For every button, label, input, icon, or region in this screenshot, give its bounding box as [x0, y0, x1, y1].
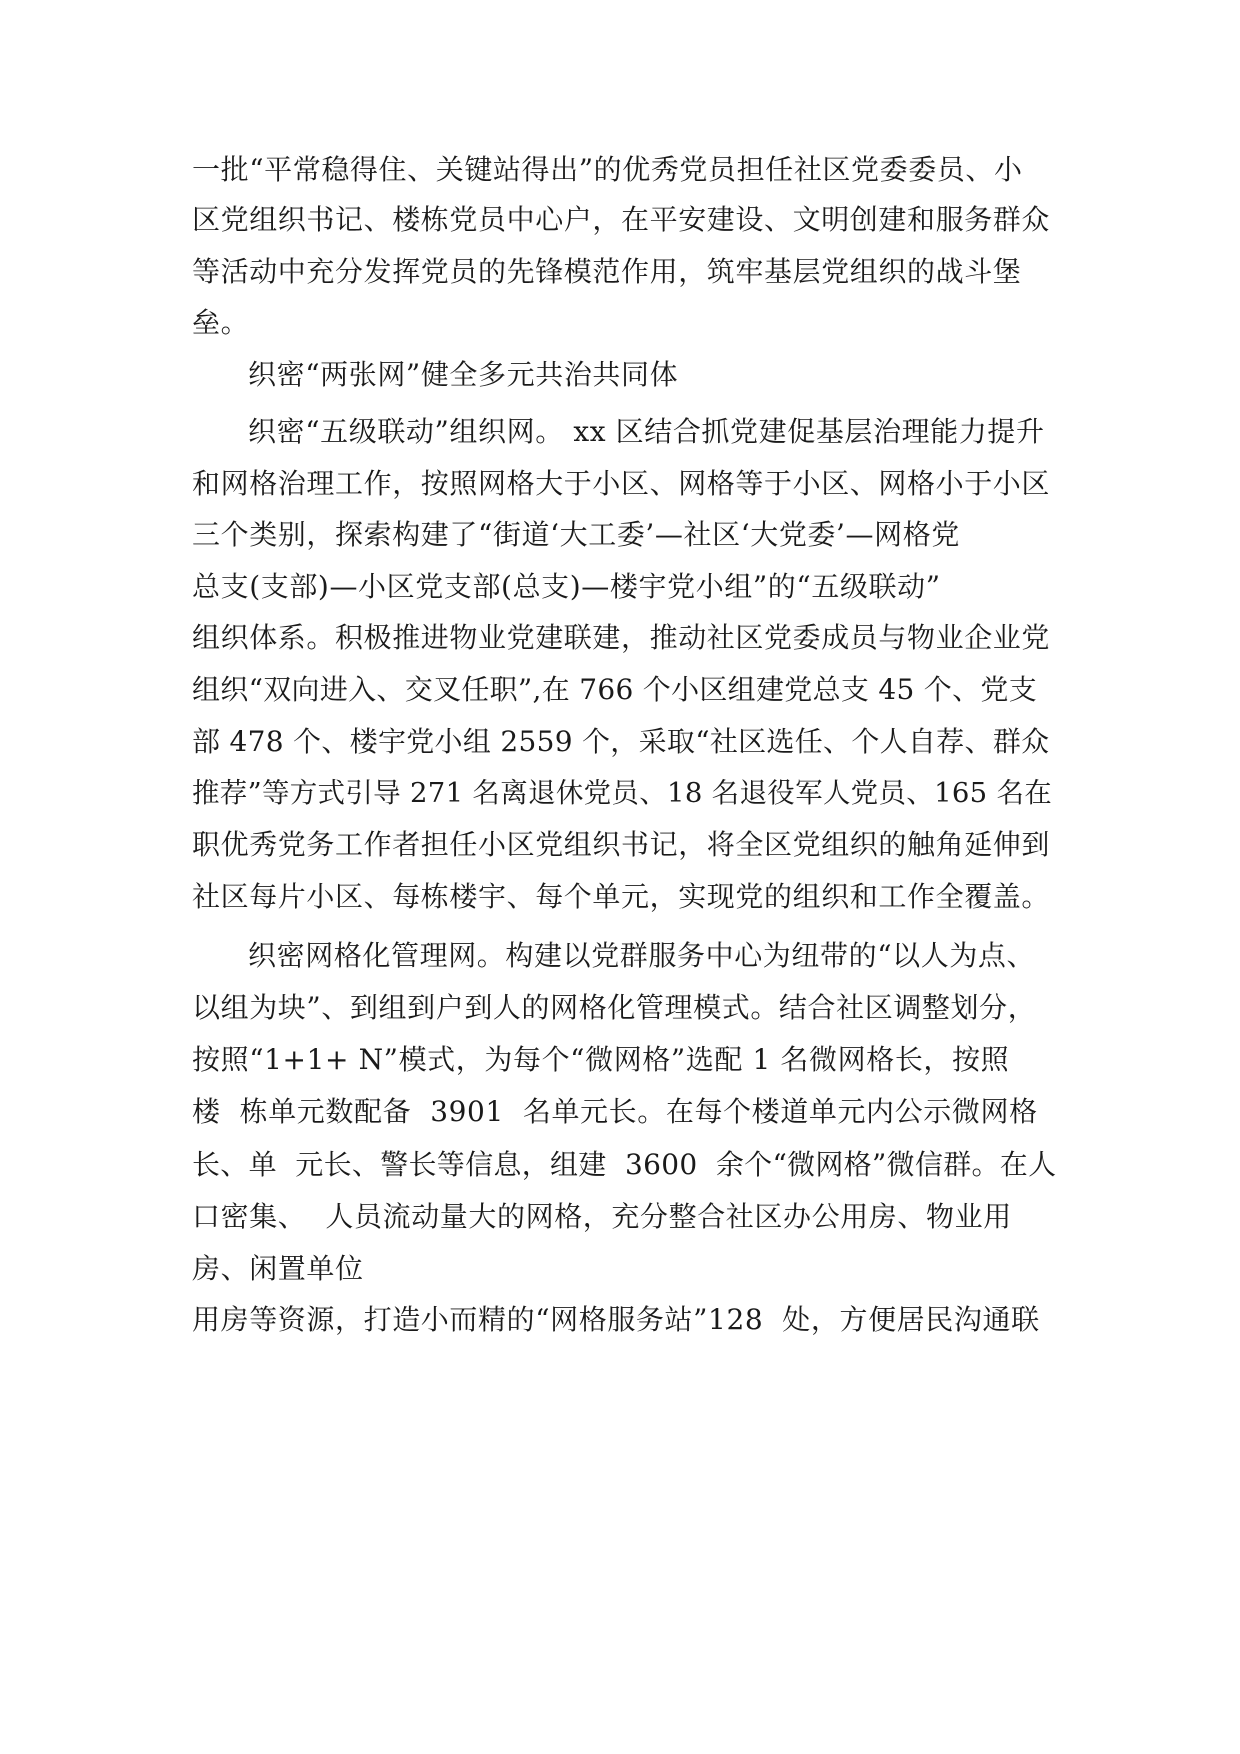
paragraph-line: 和网格治理工作，按照网格大于小区、网格等于小区、网格小于小区 — [192, 467, 1051, 500]
paragraph-line: 职优秀党务工作者担任小区党组织书记，将全区党组织的触角延伸到 — [192, 828, 1051, 861]
paragraph-line: 区党组织书记、楼栋党员中心户，在平安建设、文明创建和服务群众 — [192, 203, 1051, 236]
paragraph-line: 楼 栋单元数配备 3901 名单元长。在每个楼道单元内公示微网格 — [192, 1095, 1038, 1128]
paragraph-line: 社区每片小区、每栋楼宇、每个单元，实现党的组织和工作全覆盖。 — [192, 880, 1051, 913]
paragraph-line: 房、闲置单位 — [192, 1252, 364, 1285]
paragraph-line: 按照“1+1+ N”模式，为每个“微网格”选配 1 名微网格长，按照 — [192, 1043, 1010, 1076]
paragraph-line: 总支(支部)—小区党支部(总支)—楼宇党小组”的“五级联动” — [192, 570, 941, 603]
paragraph-line: 三个类别，探索构建了“街道‘大工委’—社区‘大党委’—网格党 — [192, 518, 960, 551]
paragraph-line: 一批“平常稳得住、关键站得出”的优秀党员担任社区党委委员、小 — [192, 153, 1023, 186]
paragraph-line: 推荐”等方式引导 271 名离退休党员、18 名退役军人党员、165 名在 — [192, 777, 1053, 809]
paragraph-line: 组织体系。积极推进物业党建联建，推动社区党委成员与物业企业党 — [192, 621, 1051, 654]
paragraph-line: 口密集、 人员流动量大的网格，充分整合社区办公用房、物业用 — [192, 1200, 1012, 1233]
paragraph-line: 长、单 元长、警长等信息，组建 3600 余个“微网格”微信群。在人 — [192, 1148, 1057, 1181]
section-heading: 织密“两张网”健全多元共治共同体 — [248, 358, 679, 391]
paragraph-line: 织密“五级联动”组织网。 xx 区结合抓党建促基层治理能力提升 — [248, 415, 1045, 448]
paragraph-line: 部 478 个、楼宇党小组 2559 个，采取“社区选任、个人自荐、群众 — [192, 725, 1050, 758]
paragraph-line: 以组为块”、到组到户到人的网格化管理模式。结合社区调整划分， — [192, 991, 1037, 1024]
paragraph-line: 用房等资源，打造小而精的“网格服务站”128 处，方便居民沟通联 — [192, 1303, 1040, 1336]
paragraph-line: 组织“双向进入、交叉任职”,在 766 个小区组建党总支 45 个、党支 — [192, 673, 1038, 706]
paragraph-line: 等活动中充分发挥党员的先锋模范作用，筑牢基层党组织的战斗堡 — [192, 255, 1022, 288]
paragraph-line: 织密网格化管理网。构建以党群服务中心为纽带的“以人为点、 — [248, 939, 1036, 972]
paragraph-line: 垒。 — [192, 306, 250, 339]
